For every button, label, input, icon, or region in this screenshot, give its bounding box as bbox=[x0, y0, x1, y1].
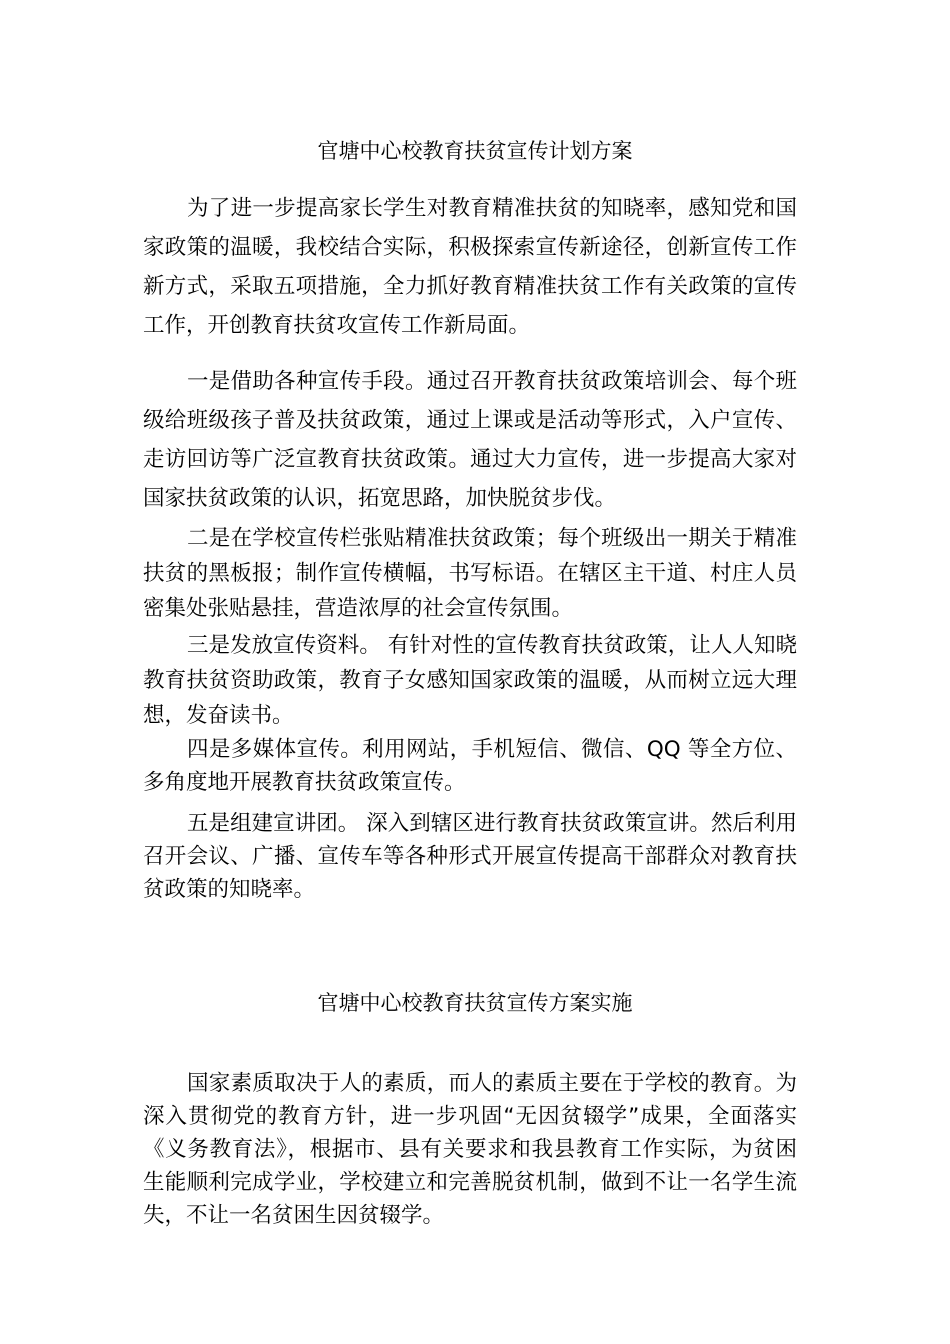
section1-item-5-paragraph: 五是组建宣讲团。 深入到辖区进行教育扶贫政策宣讲。然后利用召开会议、广播、宣传车等各种形式开展宣传提高干部群众对教育扶贫政策的知晓率。 bbox=[143, 811, 797, 902]
section1-intro-paragraph: 为了进一步提高家长学生对教育精准扶贫的知晓率，感知党和国家政策的温暖，我校结合实际，积极探索宣传新途径，创新宣传工作新方式，采取五项措施，全力抓好教育精准扶贫工作有关政策的宣传工作，开创教育扶贫攻宣传工作新局面。 bbox=[143, 196, 797, 338]
section2-intro-paragraph: 国家素质取决于人的素质，而人的素质主要在于学校的教育。为深入贯彻党的教育方针，进一步巩固“无因贫辍学”成果，全面落实《义务教育法》，根据市、县有关要求和我县教育工作实际，为贫困生能顺利完成学业，学校建立和完善脱贫机制，做到不让一名学生流失，不让一名贫困生因贫辍学。 bbox=[143, 1071, 797, 1228]
section1-title: 官塘中心校教育扶贫宣传计划方案 bbox=[317, 139, 633, 163]
section1-item-4-paragraph: 四是多媒体宣传。利用网站，手机短信、微信、QQ 等全方位、多角度地开展教育扶贫政策宣传。 bbox=[143, 737, 797, 795]
section2-title: 官塘中心校教育扶贫宣传方案实施 bbox=[317, 991, 633, 1015]
section1-item-2-paragraph: 二是在学校宣传栏张贴精准扶贫政策；每个班级出一期关于精准扶贫的黑板报；制作宣传横幅，书写标语。在辖区主干道、村庄人员密集处张贴悬挂，营造浓厚的社会宣传氛围。 bbox=[143, 526, 797, 621]
section1-item-3-paragraph: 三是发放宣传资料。 有针对性的宣传教育扶贫政策，让人人知晓教育扶贫资助政策，教育子女感知国家政策的温暖，从而树立远大理想，发奋读书。 bbox=[143, 633, 797, 728]
section1-item-1-paragraph: 一是借助各种宣传手段。通过召开教育扶贫政策培训会、每个班级给班级孩子普及扶贫政策，通过上课或是活动等形式，入户宣传、走访回访等广泛宣教育扶贫政策。通过大力宣传，进一步提高大家对国家扶贫政策的认识，拓宽思路，加快脱贫步伐。 bbox=[143, 369, 797, 511]
